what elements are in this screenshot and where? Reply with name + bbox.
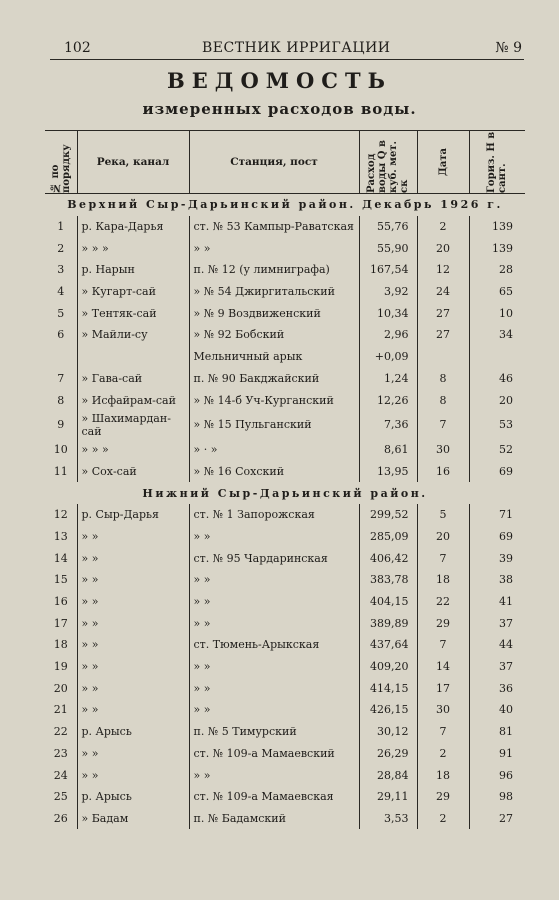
discharge-cell: 404,15 [359,591,417,613]
discharge-cell: 8,61 [359,439,417,461]
river-cell: » » [77,612,189,634]
date-cell: 30 [417,439,469,461]
table-row [45,346,525,368]
section-row-upper [45,194,525,216]
station-cell: » № 92 Бобский [189,324,359,346]
station-cell: » № 9 Воздвиженский [189,302,359,324]
row-number-cell: 19 [53,660,68,674]
row-number-cell: 26 [53,811,68,825]
river-cell: » » [77,547,189,569]
level-cell: 139 [469,216,525,238]
row-number-cell: 5 [57,306,65,320]
river-cell: » » [77,526,189,548]
level-cell: 28 [469,259,525,281]
river-cell: » » [77,634,189,656]
table-row [45,808,525,830]
river-cell: » » [77,569,189,591]
discharge-table [45,130,525,829]
table-header-row [45,131,525,194]
level-cell: 46 [469,368,525,390]
station-cell: п. № 12 (у лимниграфа) [189,259,359,281]
discharge-cell: 285,09 [359,526,417,548]
station-cell: п. № 90 Бакджайский [189,368,359,390]
date-cell: 29 [417,612,469,634]
station-cell: » · » [189,439,359,461]
discharge-cell: 1,24 [359,368,417,390]
row-number-cell: 2 [57,241,65,255]
station-cell: ст. № 109-а Мамаевская [189,786,359,808]
date-cell: 2 [417,743,469,765]
level-cell: 38 [469,569,525,591]
level-cell [469,346,525,368]
date-cell: 27 [417,302,469,324]
date-cell: 5 [417,504,469,526]
date-cell: 7 [417,634,469,656]
section-title: Верхний Сыр-Дарьинский район. Декабрь 1926 г. [67,198,503,212]
row-number-cell: 13 [53,529,68,543]
level-cell: 65 [469,281,525,303]
station-cell: ст. № 95 Чардаринская [189,547,359,569]
discharge-table-wrap [45,130,525,900]
table-row [45,764,525,786]
table-row [45,259,525,281]
date-cell: 20 [417,237,469,259]
date-cell: 30 [417,699,469,721]
date-cell: 29 [417,786,469,808]
table-row [45,786,525,808]
discharge-cell: 7,36 [359,411,417,439]
row-number-cell: 16 [53,595,68,609]
level-cell: 20 [469,389,525,411]
table-body [45,194,525,830]
station-cell: ст. № 1 Запорожская [189,504,359,526]
river-cell: » » [77,743,189,765]
header-number: № по порядку [45,131,77,194]
section-title: Нижний Сыр-Дарьинский район. [142,486,428,500]
discharge-cell: 28,84 [359,764,417,786]
discharge-cell: 167,54 [359,259,417,281]
table-row [45,461,525,483]
station-cell: » » [189,237,359,259]
river-cell: » » [77,677,189,699]
level-cell: 41 [469,591,525,613]
discharge-cell: 406,42 [359,547,417,569]
table-row [45,569,525,591]
date-cell: 14 [417,656,469,678]
discharge-cell: 2,96 [359,324,417,346]
table-row [45,677,525,699]
level-cell: 98 [469,786,525,808]
level-cell: 27 [469,808,525,830]
river-cell: » » » [77,439,189,461]
river-cell: » » [77,591,189,613]
level-cell: 34 [469,324,525,346]
table-row [45,237,525,259]
row-number-cell [45,346,77,368]
station-cell: п. № 5 Тимурский [189,721,359,743]
section-row-lower [45,482,525,504]
date-cell: 24 [417,281,469,303]
station-cell: ст. Тюмень-Арыкская [189,634,359,656]
row-number-cell: 24 [53,768,68,782]
river-cell: » Кугарт-сай [77,281,189,303]
river-cell: » » » [77,237,189,259]
row-number-cell: 17 [53,616,68,630]
river-cell: » Исфайрам-сай [77,389,189,411]
header-rule [50,59,524,60]
date-cell: 16 [417,461,469,483]
row-number-cell: 11 [53,464,68,478]
row-number-cell: 20 [53,681,68,695]
row-number-cell: 8 [57,393,65,407]
row-number-cell: 10 [53,443,68,457]
level-cell: 52 [469,439,525,461]
table-row [45,721,525,743]
table-row [45,411,525,439]
discharge-cell: 409,20 [359,656,417,678]
document-title: ВЕДОМОСТЬ [167,68,392,93]
row-number-cell: 18 [53,638,68,652]
discharge-cell: 12,26 [359,389,417,411]
river-cell: » » [77,699,189,721]
station-cell: » » [189,764,359,786]
table-row [45,368,525,390]
discharge-cell: 26,29 [359,743,417,765]
row-number-cell: 12 [53,508,68,522]
river-cell: р. Арысь [77,721,189,743]
date-cell: 12 [417,259,469,281]
table-row [45,281,525,303]
table-row [45,634,525,656]
river-cell: » Тентяк-сай [77,302,189,324]
river-cell: р. Сыр-Дарья [77,504,189,526]
header-discharge: Расход воды Q в куб. мет. ск [359,131,417,194]
discharge-cell: 414,15 [359,677,417,699]
level-cell: 69 [469,461,525,483]
discharge-cell: 437,64 [359,634,417,656]
table-row [45,547,525,569]
level-cell: 36 [469,677,525,699]
table-row [45,699,525,721]
journal-title: ВЕСТНИК ИРРИГАЦИИ [202,40,391,56]
row-number-cell: 1 [57,220,65,234]
level-cell: 40 [469,699,525,721]
station-cell: » » [189,591,359,613]
discharge-cell: 13,95 [359,461,417,483]
level-cell: 37 [469,656,525,678]
discharge-cell: 55,90 [359,237,417,259]
table-row [45,591,525,613]
row-number-cell: 3 [57,263,65,277]
row-number-cell: 14 [53,551,68,565]
date-cell: 8 [417,368,469,390]
river-cell: » Шахимардан- сай [77,411,189,439]
river-cell: » Сох-сай [77,461,189,483]
row-number-cell: 9 [57,418,65,432]
table-row [45,612,525,634]
row-number-cell: 25 [53,790,68,804]
date-cell: 22 [417,591,469,613]
header-river: Река, канал [77,131,189,194]
date-cell: 27 [417,324,469,346]
station-cell: » » [189,699,359,721]
discharge-cell: 389,89 [359,612,417,634]
station-cell: » » [189,612,359,634]
header-level: Гориз. Н в сант. [469,131,525,194]
level-cell: 81 [469,721,525,743]
discharge-cell: 3,92 [359,281,417,303]
page-number: 102 [64,40,91,56]
level-cell: 10 [469,302,525,324]
row-number-cell: 7 [57,371,65,385]
table-row [45,439,525,461]
date-cell: 7 [417,411,469,439]
station-cell: п. № Бадамский [189,808,359,830]
station-cell: » № 15 Пульганский [189,411,359,439]
date-cell: 7 [417,547,469,569]
station-cell: » № 14-б Уч-Курганский [189,389,359,411]
station-cell: » № 16 Сохский [189,461,359,483]
row-number-cell: 22 [53,725,68,739]
row-number-cell: 23 [53,746,68,760]
station-cell: » » [189,677,359,699]
table-row [45,656,525,678]
river-cell [77,346,189,368]
table-row [45,743,525,765]
station-cell: ст. № 109-а Мамаевский [189,743,359,765]
station-cell: » » [189,656,359,678]
level-cell: 71 [469,504,525,526]
table-row [45,302,525,324]
date-cell: 18 [417,764,469,786]
discharge-cell: 299,52 [359,504,417,526]
table-row [45,504,525,526]
date-cell: 8 [417,389,469,411]
discharge-cell: 3,53 [359,808,417,830]
level-cell: 96 [469,764,525,786]
date-cell: 7 [417,721,469,743]
row-number-cell: 4 [57,285,65,299]
level-cell: 53 [469,411,525,439]
discharge-cell: +0,09 [359,346,417,368]
discharge-cell: 383,78 [359,569,417,591]
level-cell: 44 [469,634,525,656]
station-cell: » » [189,526,359,548]
level-cell: 39 [469,547,525,569]
date-cell: 17 [417,677,469,699]
table-row [45,526,525,548]
discharge-cell: 55,76 [359,216,417,238]
river-cell: » Бадам [77,808,189,830]
table-row [45,389,525,411]
station-cell: ст. № 53 Кампыр-Раватская [189,216,359,238]
table-row [45,216,525,238]
station-cell: » » [189,569,359,591]
river-cell: р. Арысь [77,786,189,808]
row-number-cell: 15 [53,573,68,587]
level-cell: 37 [469,612,525,634]
header-date: Дата [417,131,469,194]
level-cell: 139 [469,237,525,259]
level-cell: 91 [469,743,525,765]
table-row [45,324,525,346]
river-cell: » » [77,656,189,678]
river-cell: » Гава-сай [77,368,189,390]
level-cell: 69 [469,526,525,548]
row-number-cell: 6 [57,328,65,342]
date-cell: 18 [417,569,469,591]
row-number-cell: 21 [53,703,68,717]
header-station: Станция, пост [189,131,359,194]
river-cell: р. Кара-Дарья [77,216,189,238]
discharge-cell: 426,15 [359,699,417,721]
river-cell: р. Нарын [77,259,189,281]
station-cell: » № 54 Джиргитальский [189,281,359,303]
date-cell: 20 [417,526,469,548]
document-subtitle: измеренных расходов воды. [142,100,417,118]
issue-number: № 9 [495,40,522,56]
date-cell: 2 [417,808,469,830]
discharge-cell: 10,34 [359,302,417,324]
date-cell: 2 [417,216,469,238]
discharge-cell: 30,12 [359,721,417,743]
station-cell: Мельничный арык [189,346,359,368]
discharge-cell: 29,11 [359,786,417,808]
river-cell: » » [77,764,189,786]
date-cell [417,346,469,368]
river-cell: » Майли-су [77,324,189,346]
